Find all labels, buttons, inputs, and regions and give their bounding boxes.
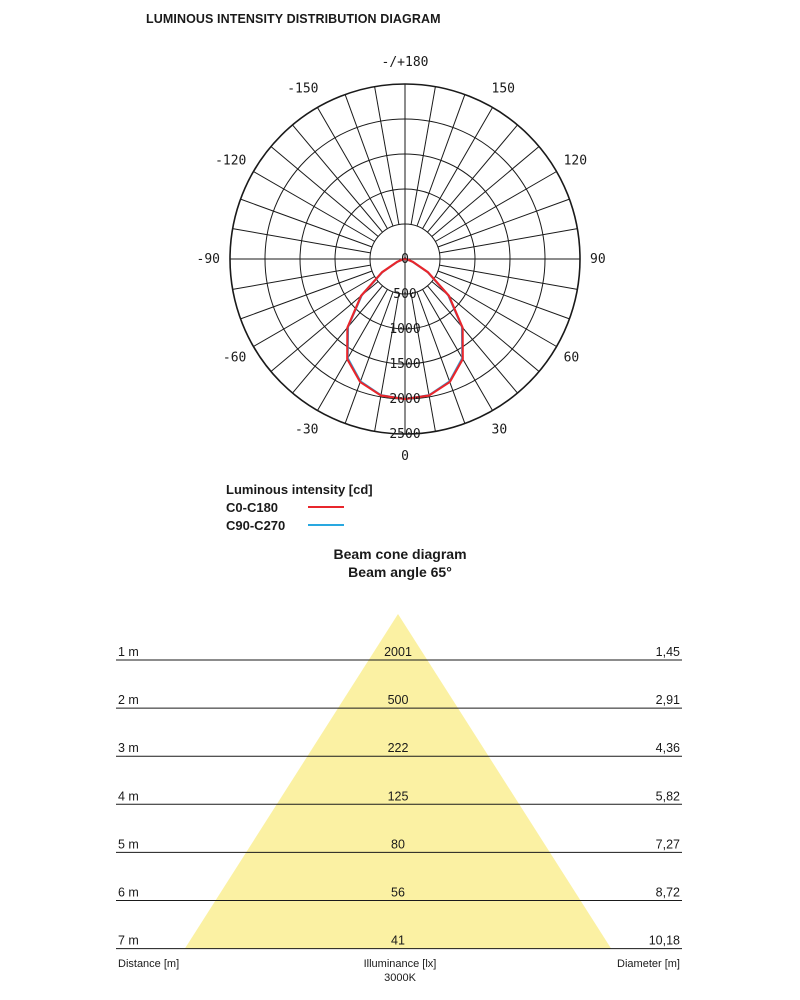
illuminance-value: 2001 — [384, 645, 412, 659]
diameter-value: 2,91 — [655, 693, 680, 708]
polar-spoke-2 — [417, 292, 465, 424]
angle-label: 0 — [401, 449, 409, 464]
polar-spoke-14 — [427, 125, 517, 232]
cct-label: 3000K — [384, 972, 416, 984]
angle-label: -150 — [287, 81, 319, 97]
polar-spoke-19 — [375, 87, 399, 225]
polar-spoke-24 — [253, 172, 374, 242]
polar-spoke-34 — [345, 292, 393, 424]
polar-spoke-30 — [253, 277, 374, 347]
legend-label-c0-c180: C0-C180 — [226, 499, 279, 515]
illuminance-value: 222 — [387, 741, 409, 756]
distance-label: 5 m — [118, 837, 139, 852]
angle-label: -30 — [295, 422, 319, 438]
polar-spoke-21 — [318, 107, 388, 228]
polar-spoke-29 — [241, 271, 373, 319]
beam-cone-title: Beam cone diagram — [333, 546, 467, 562]
distance-axis-label: Distance [m] — [118, 958, 180, 970]
illuminance-value: 80 — [391, 837, 405, 852]
diameter-value: 5,82 — [655, 789, 680, 804]
distance-label: 6 m — [118, 885, 139, 900]
illuminance-value: 125 — [387, 789, 409, 804]
angle-label: -60 — [222, 350, 247, 366]
beam-angle-subtitle: Beam angle 65° — [348, 564, 452, 580]
polar-spoke-7 — [438, 271, 570, 319]
angle-label: 60 — [563, 350, 580, 366]
radial-tick-label: 500 — [393, 287, 417, 302]
angle-label: 120 — [563, 153, 588, 169]
angle-label: 90 — [590, 252, 606, 267]
polar-spoke-20 — [345, 95, 393, 227]
beam-cone-diagram — [0, 600, 800, 950]
legend-item-c90-c270 — [226, 516, 373, 534]
legend-label-c90-c270: C90-C270 — [226, 517, 286, 533]
angle-label: 30 — [491, 422, 508, 438]
legend-title: Luminous intensity [cd] — [226, 482, 373, 497]
diameter-value: 10,18 — [648, 933, 680, 948]
polar-spoke-26 — [233, 229, 371, 253]
radial-tick-label: 2000 — [389, 392, 421, 407]
legend — [226, 482, 373, 534]
polar-spoke-32 — [293, 286, 383, 393]
polar-spoke-28 — [233, 265, 371, 289]
polar-spoke-15 — [423, 107, 493, 228]
radial-tick-label: 1000 — [389, 322, 421, 337]
distance-label: 7 m — [118, 933, 139, 948]
angle-label: -120 — [215, 153, 247, 169]
radial-tick-label: 2500 — [389, 427, 421, 442]
legend-swatch-c0-c180 — [308, 506, 344, 508]
illuminance-axis-label: Illuminance [lx] — [363, 958, 437, 970]
distance-label: 2 m — [118, 693, 139, 708]
diameter-value: 7,27 — [655, 837, 680, 852]
radial-tick-label: 1500 — [389, 357, 421, 372]
legend-swatch-c90-c270 — [308, 524, 344, 526]
distance-label: 4 m — [118, 789, 139, 804]
diameter-value: 4,36 — [655, 741, 680, 756]
polar-spoke-6 — [435, 277, 556, 347]
polar-spoke-23 — [271, 147, 378, 237]
polar-diagram — [0, 0, 800, 480]
diameter-value: 8,72 — [655, 885, 680, 900]
legend-item-c0-c180 — [226, 498, 373, 516]
diameter-axis-label: Diameter [m] — [617, 958, 680, 970]
polar-spoke-22 — [293, 125, 383, 232]
polar-spoke-17 — [411, 87, 435, 225]
illuminance-value: 41 — [391, 933, 405, 948]
polar-spoke-10 — [439, 229, 577, 253]
angle-label: -/+180 — [381, 55, 429, 70]
angle-label: 150 — [491, 81, 515, 97]
page-title: LUMINOUS INTENSITY DISTRIBUTION DIAGRAM — [146, 12, 441, 26]
illuminance-value: 500 — [387, 693, 409, 708]
polar-spoke-11 — [438, 199, 570, 247]
polar-spoke-25 — [241, 199, 373, 247]
polar-spoke-12 — [435, 172, 556, 242]
radial-tick-label: 0 — [401, 252, 409, 267]
distance-label: 1 m — [118, 645, 139, 659]
illuminance-value: 56 — [391, 885, 405, 900]
angle-label: -90 — [196, 252, 220, 267]
polar-spoke-8 — [439, 265, 577, 289]
distance-label: 3 m — [118, 741, 139, 756]
polar-spoke-13 — [432, 147, 539, 237]
polar-spoke-4 — [427, 286, 517, 393]
polar-spoke-16 — [417, 95, 465, 227]
diameter-value: 1,45 — [655, 645, 680, 659]
